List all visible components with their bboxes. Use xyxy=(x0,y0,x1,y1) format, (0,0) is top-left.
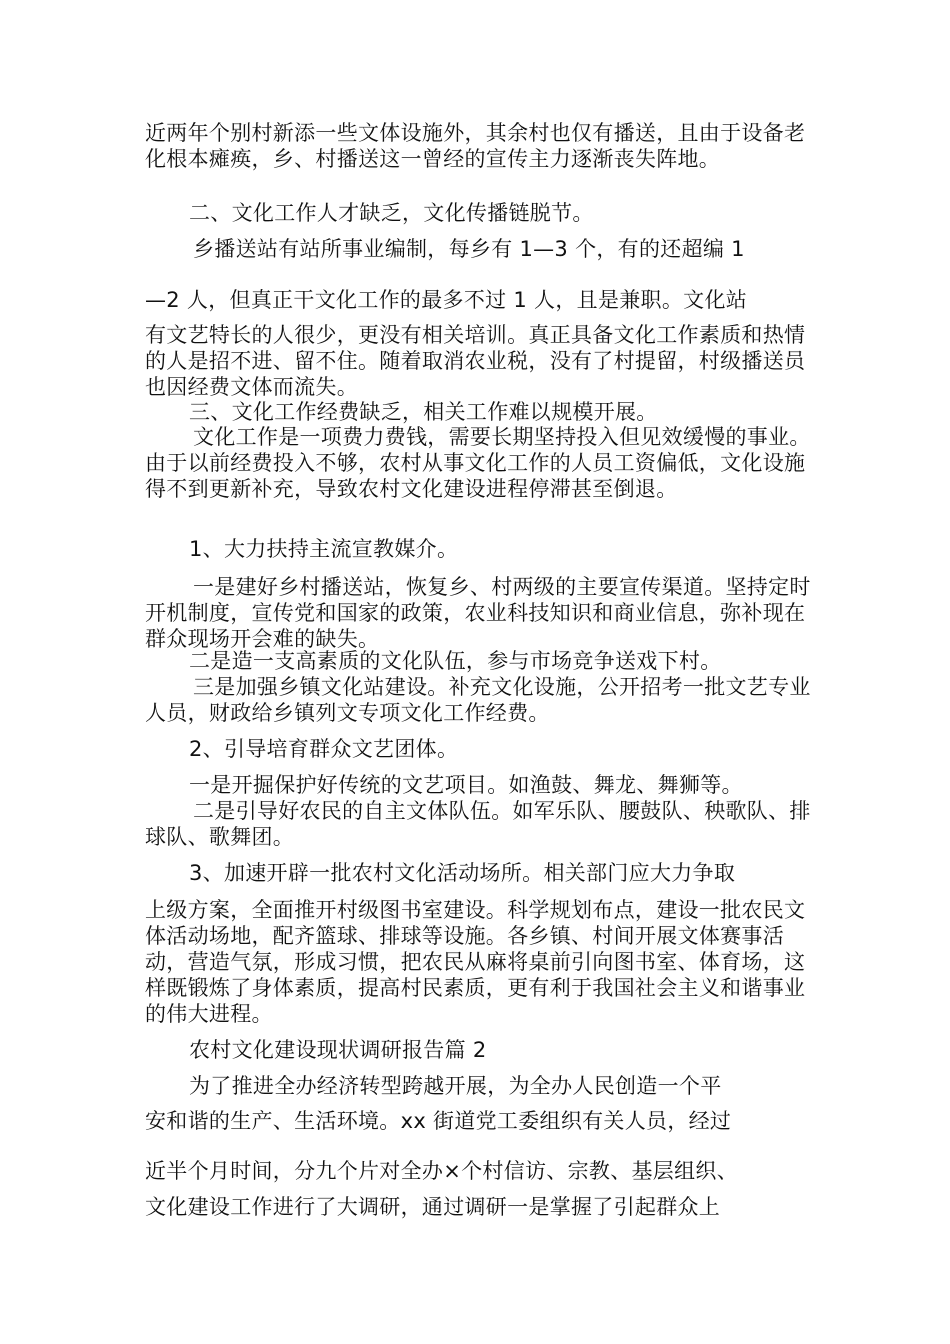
paragraph-facilities: 近两年个别村新添一些文体设施外，其余村也仅有播送，且由于设备老化根本瘫痪，乡、村播送这一曾经的宣传主力逐渐丧失阵地。 xyxy=(145,121,806,171)
paragraph-broadcast-line-2: —2 人，但真正干文化工作的最多不过 1 人，且是兼职。文化站 xyxy=(145,288,748,312)
paragraph-folk-teams: 二是引导好农民的自主文体队伍。如军乐队、腰鼓队、秧歌队、排球队、歌舞团。 xyxy=(145,799,811,849)
heading-funding-shortage: 三、文化工作经费缺乏，相关工作难以规模开展。 xyxy=(189,400,658,424)
paragraph-culture-station: 三是加强乡镇文化站建设。补充文化设施，公开招考一批文艺专业人员，财政给乡镇列文专项文化工作经费。 xyxy=(145,675,811,725)
paragraph-broadcast-rest: 有文艺特长的人很少，更没有相关培训。真正具备文化工作素质和热情的人是招不进、留不住。随着取消农业税，没有了村提留，村级播送员也因经费文体而流失。 xyxy=(145,323,806,399)
paragraph-intro-line-4: 文化建设工作进行了大调研，通过调研一是掌握了引起群众上 xyxy=(145,1195,721,1219)
paragraph-broadcast-line-1: 乡播送站有站所事业编制，每乡有 1—3 个，有的还超编 1 xyxy=(193,237,745,261)
subheading-art-groups: 2、引导培育群众文艺团体。 xyxy=(189,737,459,761)
subheading-media-support: 1、大力扶持主流宣教媒介。 xyxy=(189,537,459,561)
paragraph-funding: 文化工作是一项费力费钱，需要长期坚持投入但见效缓慢的事业。由于以前经费投入不够，农村从事文化工作的人员工资偏低，文化设施得不到更新补充，导致农村文化建设进程停滞甚至倒退。 xyxy=(145,425,811,501)
paragraph-culture-team: 二是造一支高素质的文化队伍，参与市场竞争送戏下村。 xyxy=(189,649,722,673)
paragraph-broadcast-station: 一是建好乡村播送站，恢复乡、村两级的主要宣传渠道。坚持定时开机制度，宣传党和国家的政策，农业科技知识和商业信息，弥补现在群众现场开会难的缺失。 xyxy=(145,575,811,651)
paragraph-intro-line-1: 为了推进全办经济转型跨越开展，为全办人民创造一个平 xyxy=(189,1074,722,1098)
paragraph-intro-line-2: 安和谐的生产、生活环境。xx 街道党工委组织有关人员，经过 xyxy=(145,1109,732,1133)
report-title-part-2: 农村文化建设现状调研报告篇 2 xyxy=(189,1038,487,1062)
paragraph-traditional-arts: 一是开掘保护好传统的文艺项目。如渔鼓、舞龙、舞狮等。 xyxy=(189,773,743,797)
paragraph-venues-rest: 上级方案，全面推开村级图书室建设。科学规划布点，建设一批农民文体活动场地，配齐篮球、排球等设施。各乡镇、村间开展文体赛事活动，营造气氛，形成习惯，把农民从麻将桌前引向图书室、体育场，这样既锻炼了身体素质，提高村民素质，更有利于我国社会主义和谐事业的伟大进程。 xyxy=(145,898,806,1026)
heading-talent-shortage: 二、文化工作人才缺乏，文化传播链脱节。 xyxy=(189,201,594,225)
subheading-venues-line-1: 3、加速开辟一批农村文化活动场所。相关部门应大力争取 xyxy=(189,861,736,885)
paragraph-intro-line-3: 近半个月时间，分九个片对全办×个村信访、宗教、基层组织、 xyxy=(145,1159,738,1183)
